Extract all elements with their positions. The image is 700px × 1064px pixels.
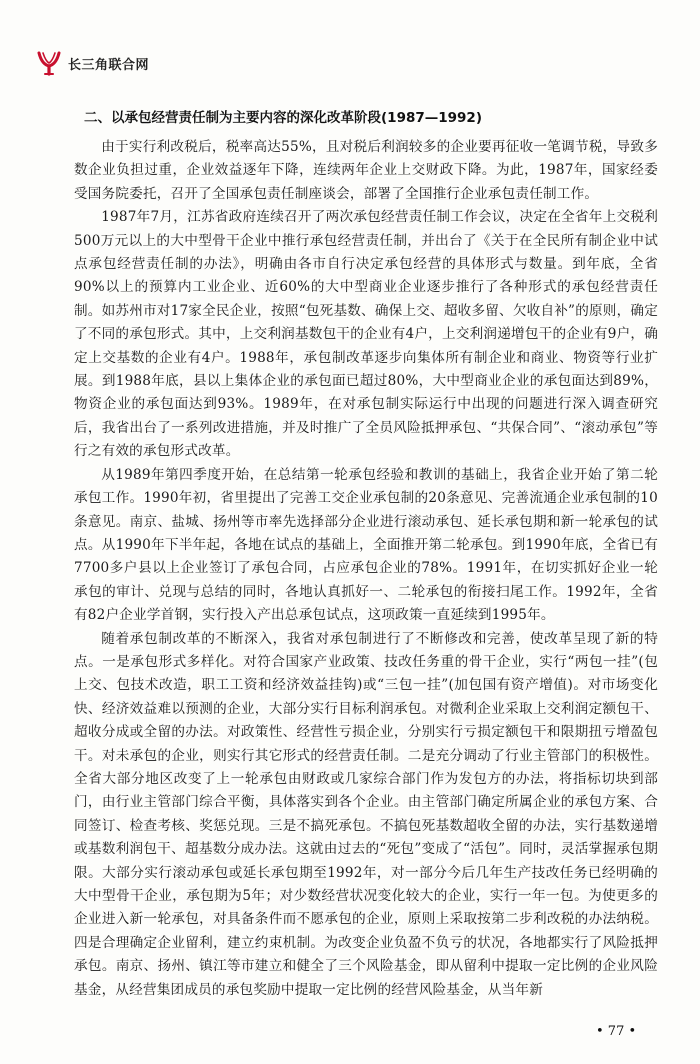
paragraph-1: 由于实行利改税后，税率高达55%，且对税后利润较多的企业要再征收一笔调节税，导致多数企业负担过重，企业效益逐年下降，连续两年企业上交财政下降。为此，1987年，国家经委受国务院委托，召开了全国承包责任制座谈会，部署了全国推行企业承包责任制工作。 <box>74 139 658 202</box>
ribbon-y-logo-icon <box>36 50 62 76</box>
paragraph-3: 从1989年第四季度开始，在总结第一轮承包经验和教训的基础上，我省企业开始了第二轮承包工作。1990年初，省里提出了完善工交企业承包制的20条意见、完善流通企业承包制的10条意见。南京、盐城、扬州等市率先选择部分企业进行滚动承包、延长承包期和新一轮承包的试点。从1990年下半年起，各地在试点的基础上，全面推开第二轮承包。到1990年底，全省已有7700多户县以上企业签订了承包合同，占应承包企业的78%。1991年，在切实抓好企业一轮承包的审计、兑现与总结的同时，各地认真抓好一、二轮承包的衔接扫尾工作。1992年，全省有82户企业学首钢，实行投入产出总承包试点，这项政策一直延续到1995年。 <box>74 466 658 624</box>
site-name: 长三角联合网 <box>68 57 150 73</box>
paragraph-2: 1987年7月，江苏省政府连续召开了两次承包经营责任制工作会议，决定在全省年上交税利500万元以上的大中型骨干企业中推行承包经营责任制，并出台了《关于在全民所有制企业中试点承包经营责任制的办法》，明确由各市自行决定承包经营的具体形式与数量。到年底，全省90%以上的预算内工业企业、近60%的大中型商业企业逐步推行了各种形式的承包经营责任制。如苏州市对17家全民企业，按照“包死基数、确保上交、超收多留、欠收自补”的原则，确定了不同的承包形式。其中，上交利润基数包干的企业有4户，上交利润递增包干的企业有9户，确定上交基数的企业有4户。1988年，承包制改革逐步向集体所有制企业和商业、物资等行业扩展。到1988年底，县以上集体企业的承包面已超过80%，大中型商业企业的承包面达到89%，物资企业的承包面达到93%。1989年，在对承包制实际运行中出现的问题进行深入调查研究后，我省出台了一系列改进措施，并及时推广了全员风险抵押承包、“共保合同”、“滚动承包”等行之有效的承包形式改革。 <box>74 209 658 460</box>
page-number: • 77 • <box>596 1024 637 1039</box>
section-heading: 二、以承包经营责任制为主要内容的深化改革阶段(1987—1992) <box>84 110 482 126</box>
page-header <box>36 50 149 76</box>
body-text <box>74 136 658 1002</box>
paragraph-4: 随着承包制改革的不断深入，我省对承包制进行了不断修改和完善，使改革呈现了新的特点。一是承包形式多样化。对符合国家产业政策、技改任务重的骨干企业，实行“两包一挂”(包上交、包技术改造，职工工资和经济效益挂钩)或“三包一挂”(加包国有资产增值)。对市场变化快、经济效益难以预测的企业，大部分实行目标利润承包。对微利企业采取上交利润定额包干、超收分成或全留的办法。对政策性、经营性亏损企业，分别实行亏损定额包干和限期扭亏增盈包干。对未承包的企业，则实行其它形式的经营责任制。二是充分调动了行业主管部门的积极性。全省大部分地区改变了上一轮承包由财政或几家综合部门作为发包方的办法，将指标切块到部门，由行业主管部门综合平衡，具体落实到各个企业。由主管部门确定所属企业的承包方案、合同签订、检查考核、奖惩兑现。三是不搞死承包。不搞包死基数超收全留的办法，实行基数递增或基数利润包干、超基数分成办法。这就由过去的“死包”变成了“活包”。同时，灵活掌握承包期限。大部分实行滚动承包或延长承包期至1992年，对一部分今后几年生产技改任务已经明确的大中型骨干企业，承包期为5年；对少数经营状况变化较大的企业，实行一年一包。为使更多的企业进入新一轮承包，对具备条件而不愿承包的企业，原则上采取按第二步利改税的办法纳税。四是合理确定企业留利，建立约束机制。为改变企业负盈不负亏的状况，各地都实行了风险抵押承包。南京、扬州、镇江等市建立和健全了三个风险基金，即从留利中提取一定比例的企业风险基金，从经营集团成员的承包奖励中提取一定比例的经营风险基金，从当年新 <box>74 630 658 998</box>
